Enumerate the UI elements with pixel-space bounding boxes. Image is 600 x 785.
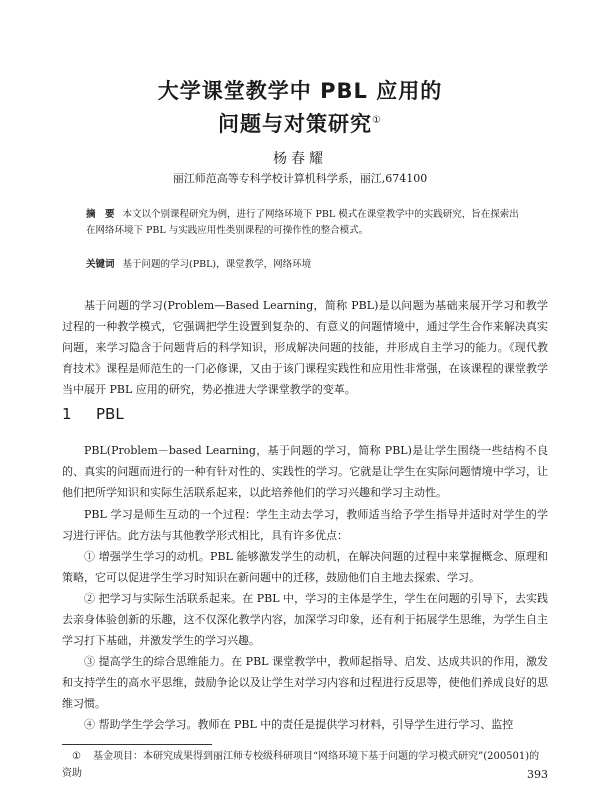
paper-title-line-2-text: 问题与对策研究 — [218, 112, 373, 136]
keywords-text: 基于问题的学习(PBL)，课堂教学，网络环境 — [122, 259, 312, 270]
abstract-label: 摘 要 — [86, 209, 115, 220]
footnote-mark: ① — [72, 751, 81, 762]
author-name: 杨春耀 — [273, 151, 327, 167]
keywords — [86, 256, 526, 270]
list-item-4: ④ 帮助学生学会学习。教师在 PBL 中的责任是提供学习材料，引导学生进行学习、监控 — [84, 718, 514, 731]
section-heading — [62, 405, 124, 423]
keywords-label: 关键词 — [86, 259, 115, 270]
abstract — [86, 207, 526, 239]
paper-title-line-1: 大学课堂教学中 PBL 应用的 — [157, 79, 443, 103]
section-number: 1 — [62, 405, 72, 423]
title-footnote-mark: ① — [372, 115, 382, 126]
section-paragraph: PBL(Problem－based Learning，基于问题的学习，简称 PBL)是让学生围绕一些结构不良的、真实的问题而进行的一种有针对性的、实践性的学习。它就是让学生在实际问题情境中学习，让他们把所学知识和实际生活联系起来，以此培养他们的学习兴趣和学习主动性。 — [62, 444, 548, 499]
footnote — [62, 748, 548, 782]
author-affiliation: 丽江师范高等专科学校计算机科学系，丽江,674100 — [172, 172, 428, 185]
list-item-3: ③ 提高学生的综合思维能力。在 PBL 课堂教学中，教师起指导、启发、达成共识的作用，激发和支持学生的高水平思维，鼓励争论以及让学生对学习内容和过程进行反思等，使他们养成良好的思维习惯。 — [62, 655, 548, 710]
list-item-2: ② 把学习与实际生活联系起来。在 PBL 中，学习的主体是学生，学生在问题的引导下，去实践去亲身体验创新的乐趣，这不仅深化教学内容，加深学习印象，还有利于拓展学生思维，为学生自主学习打下基础，并激发学生的学习兴趣。 — [62, 592, 548, 647]
section-paragraph: PBL 学习是师生互动的一个过程：学生主动去学习，教师适当给予学生指导并适时对学生的学习进行评估。此方法与其他教学形式相比，具有许多优点： — [62, 508, 548, 542]
paper-title-line-2 — [0, 108, 600, 137]
footnote-text: 基金项目：本研究成果得到丽江师专校级科研项目“网络环境下基于问题的学习模式研究”(200501)的资助 — [62, 751, 540, 779]
section-title: PBL — [96, 405, 124, 423]
abstract-text: 本文以个别课程研究为例，进行了网络环境下 PBL 模式在课堂教学中的实践研究，旨在探索出在网络环境下 PBL 与实践应用性类别课程的可操作性的整合模式。 — [86, 209, 519, 236]
page-number: 393 — [527, 768, 548, 781]
list-item-1: ① 增强学生学习的动机。PBL 能够激发学生的动机，在解决问题的过程中来掌握概念、原理和策略，它可以促进学生学习时知识在新问题中的迁移，鼓励他们自主地去探索、学习。 — [62, 550, 548, 584]
footnote-divider — [62, 744, 212, 745]
intro-paragraph: 基于问题的学习(Problem—Based Learning，简称 PBL)是以问题为基础来展开学习和教学过程的一种教学模式，它强调把学生设置到复杂的、有意义的问题情境中，通过学生合作来解决真实问题，来学习隐含于问题背后的科学知识，形成解决问题的技能，并形成自主学习的能力。《现代教育技术》课程是师范生的一门必修课，又由于该门课程实践性和应用性非常强，在该课程的课堂教学当中展开 PBL 应用的研究，势必推进大学课堂教学的变革。 — [62, 299, 548, 396]
